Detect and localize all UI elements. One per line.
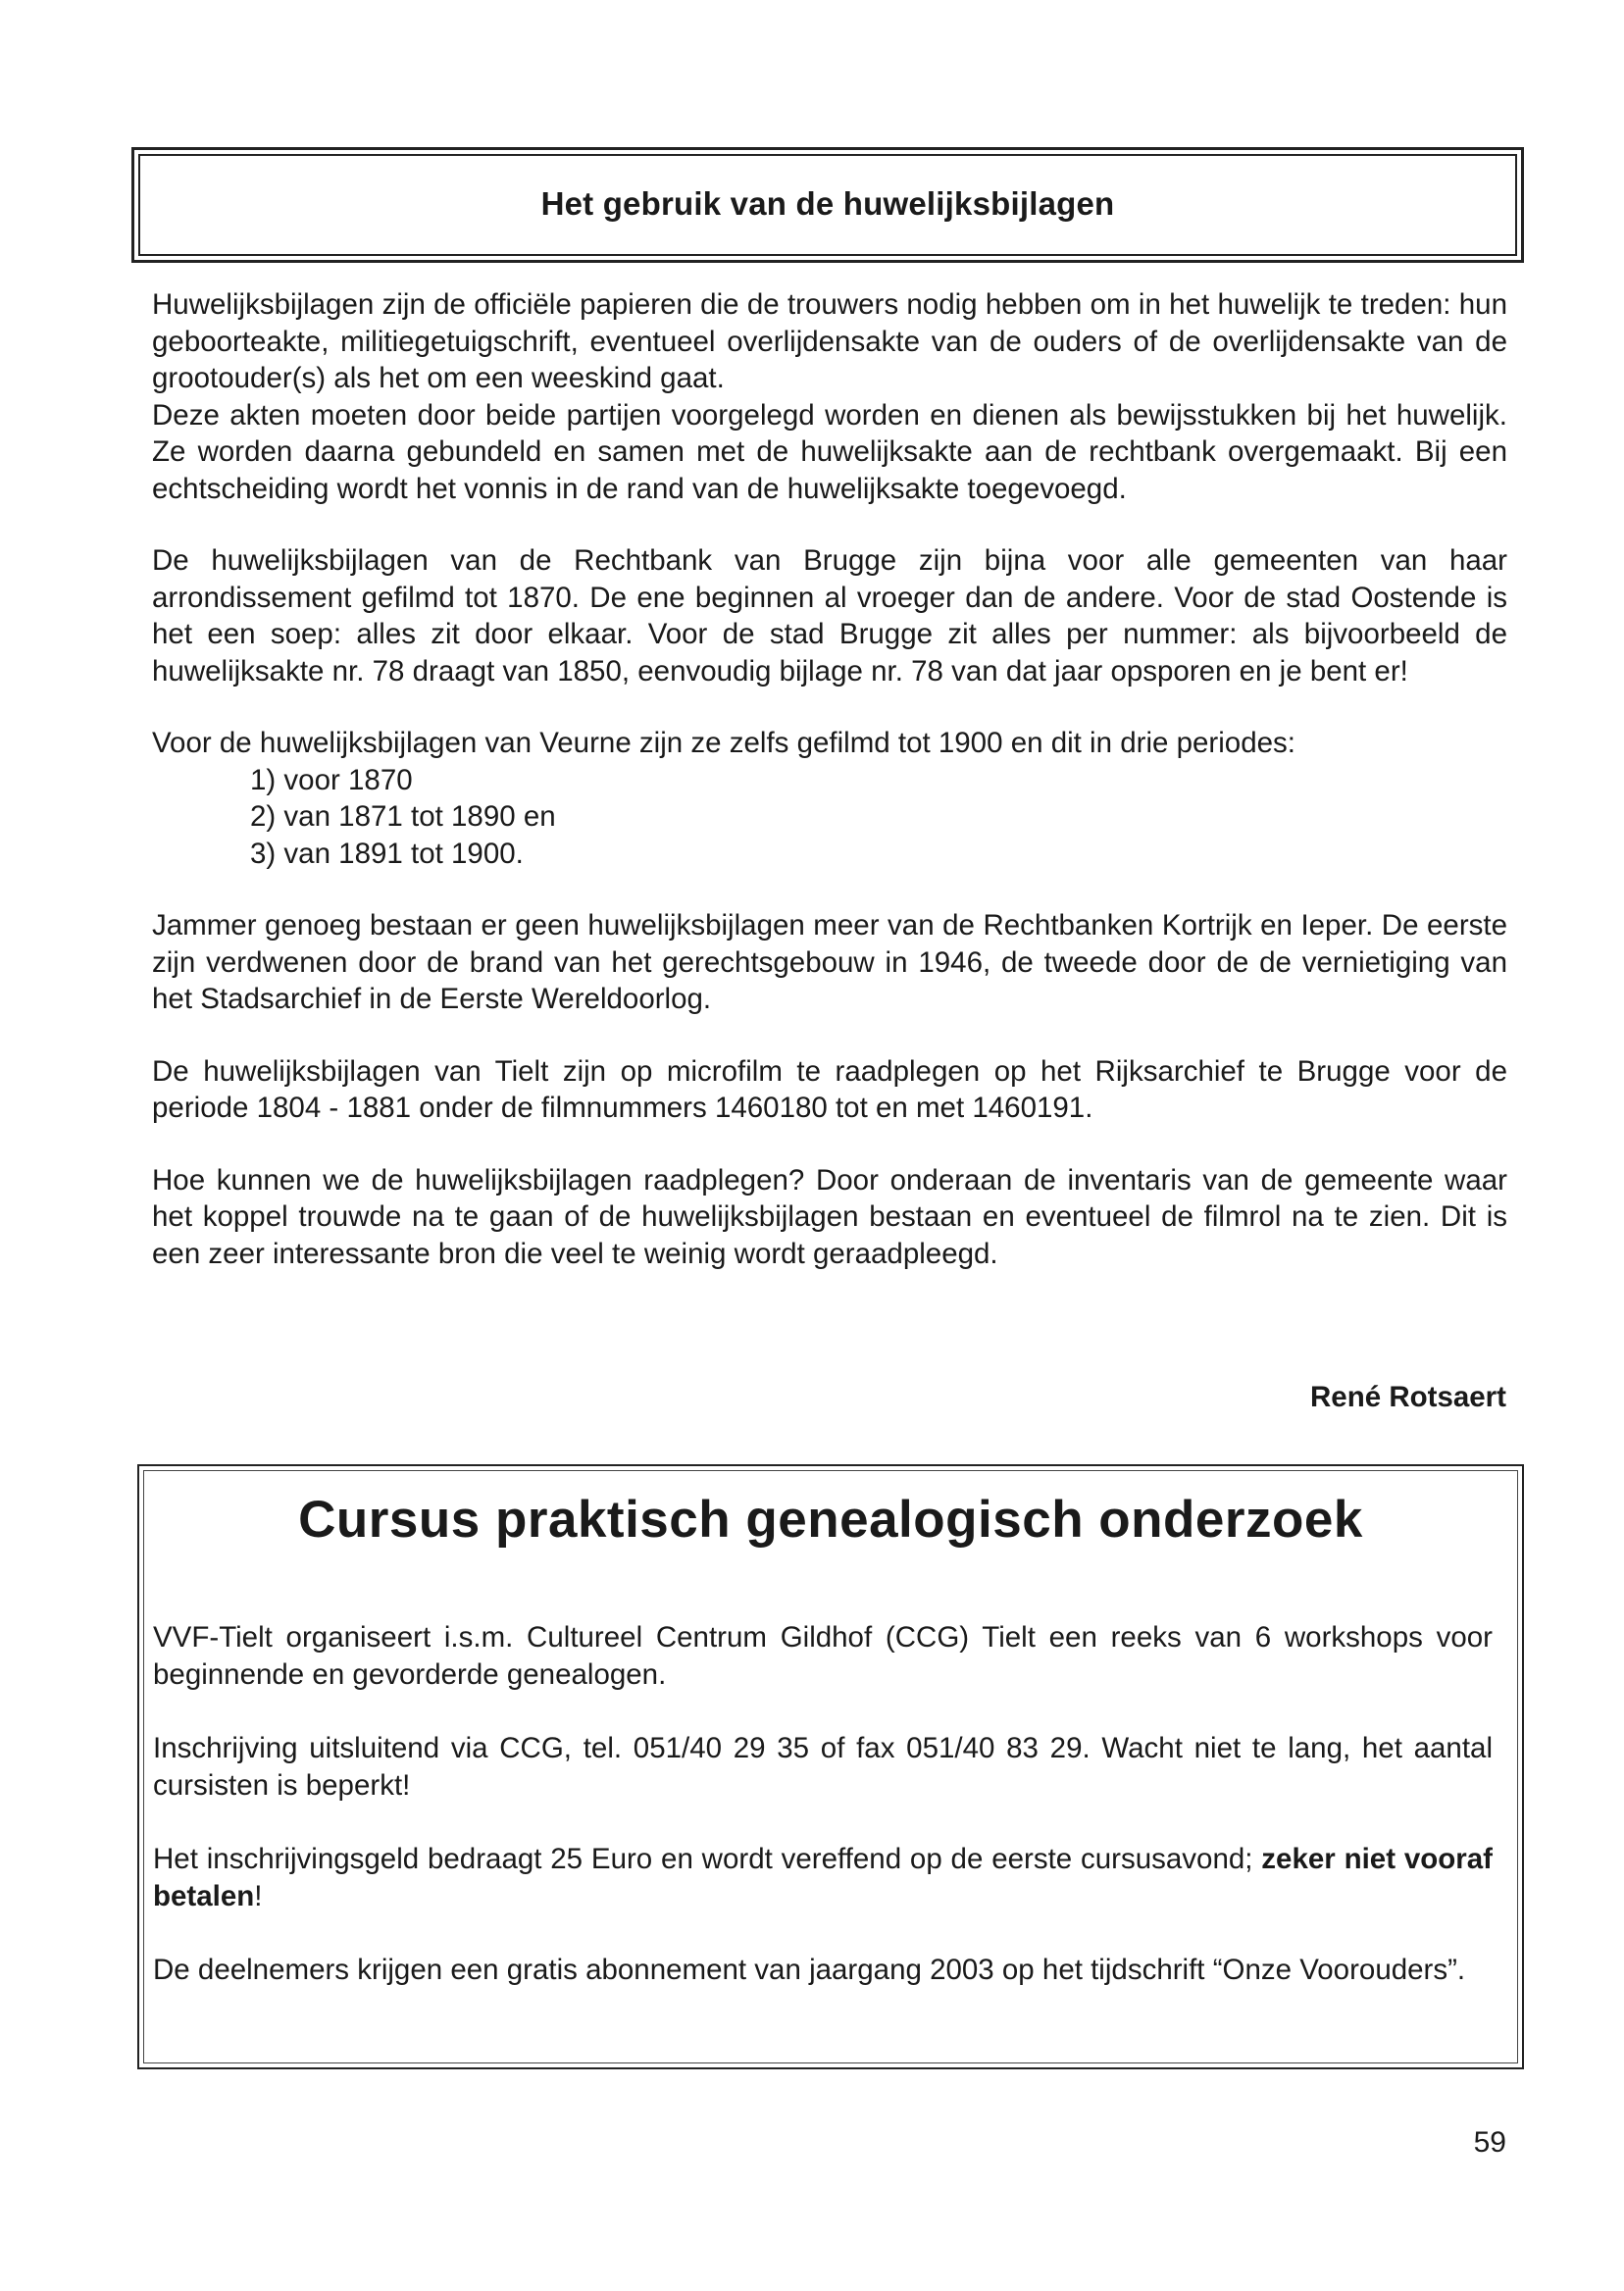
list-item: 3) van 1891 tot 1900. <box>250 837 524 870</box>
article-paragraph-5: Jammer genoeg bestaan er geen huwelijksbijlagen meer van de Rechtbanken Kortrijk en Ieper. De eerste zijn verdwenen door de brand van het gerechtsgebouw in 1946, de tweede door de de vernietiging van het Stadsarchief in de Eerste Wereldoorlog. <box>152 909 1507 1015</box>
course-body <box>153 1619 1493 2026</box>
article-paragraph-2: Deze akten moeten door beide partijen voorgelegd worden en dienen als bewijsstukken bij het huwelijk. Ze worden daarna gebundeld en samen met de huwelijksakte aan de rechtbank overgemaakt. Bij een echtscheiding wordt het vonnis in de rand van de huwelijksakte toegevoegd. <box>152 398 1507 505</box>
article-paragraph-1: Huwelijksbijlagen zijn de officiële papieren die de trouwers nodig hebben om in het huwelijk te treden: hun geboorteakte, militiegetuigschrift, eventueel overlijdensakte van de ouders of de overlijdensakte van de grootouder(s) als het om een weeskind gaat. <box>152 288 1507 394</box>
page-number: 59 <box>1473 2126 1506 2159</box>
article-paragraph-3: De huwelijksbijlagen van de Rechtbank van Brugge zijn bijna voor alle gemeenten van haar arrondissement gefilmd tot 1870. De ene beginnen al vroeger dan de andere. Voor de stad Oostende is het een soep: alles zit door elkaar. Voor de stad Brugge zit alles per nummer: als bijvoorbeeld de huwelijksakte nr. 78 draagt van 1850, eenvoudig bijlage nr. 78 van dat jaar opsporen en je bent er! <box>152 544 1507 687</box>
list-item: 2) van 1871 tot 1890 en <box>250 800 556 833</box>
article-body <box>152 286 1507 1307</box>
course-announcement-box <box>137 1464 1524 2069</box>
course-fee-text-end: ! <box>254 1879 263 1912</box>
article-paragraph-6: De huwelijksbijlagen van Tielt zijn op microfilm te raadplegen op het Rijksarchief te Brugge voor de periode 1804 - 1881 onder de filmnummers 1460180 tot en met 1460191. <box>152 1054 1507 1124</box>
article-paragraph-4: Voor de huwelijksbijlagen van Veurne zijn ze zelfs gefilmd tot 1900 en dit in drie periodes: <box>152 727 1295 759</box>
periods-list <box>152 762 1507 873</box>
course-title: Cursus praktisch genealogisch onderzoek <box>298 1491 1363 1549</box>
course-paragraph-4: De deelnemers krijgen een gratis abonnement van jaargang 2003 op het tijdschrift “Onze Voorouders”. <box>153 1954 1466 1986</box>
course-paragraph-1: VVF-Tielt organiseert i.s.m. Cultureel Centrum Gildhof (CCG) Tielt een reeks van 6 workshops voor beginnende en gevorderde genealogen. <box>153 1621 1493 1691</box>
course-payment-warning: zeker niet vooraf betalen <box>153 1843 1493 1912</box>
article-title-box <box>131 147 1524 263</box>
article-paragraph-7: Hoe kunnen we de huwelijksbijlagen raadplegen? Door onderaan de inventaris van de gemeente waar het koppel trouwde na te gaan of de huwelijksbijlagen bestaan en eventueel de filmrol na te zien. Dit is een zeer interessante bron die veel te weinig wordt geraadpleegd. <box>152 1163 1507 1270</box>
course-paragraph-3 <box>153 1841 1493 1914</box>
course-paragraph-2: Inschrijving uitsluitend via CCG, tel. 051/40 29 35 of fax 051/40 83 29. Wacht niet te lang, het aantal cursisten is beperkt! <box>153 1732 1493 1802</box>
course-fee-text: Het inschrijvingsgeld bedraagt 25 Euro en wordt vereffend op de eerste cursusavond; <box>153 1843 1262 1875</box>
list-item: 1) voor 1870 <box>250 763 413 796</box>
article-author: René Rotsaert <box>1309 1381 1506 1413</box>
article-title: Het gebruik van de huwelijksbijlagen <box>540 185 1115 222</box>
